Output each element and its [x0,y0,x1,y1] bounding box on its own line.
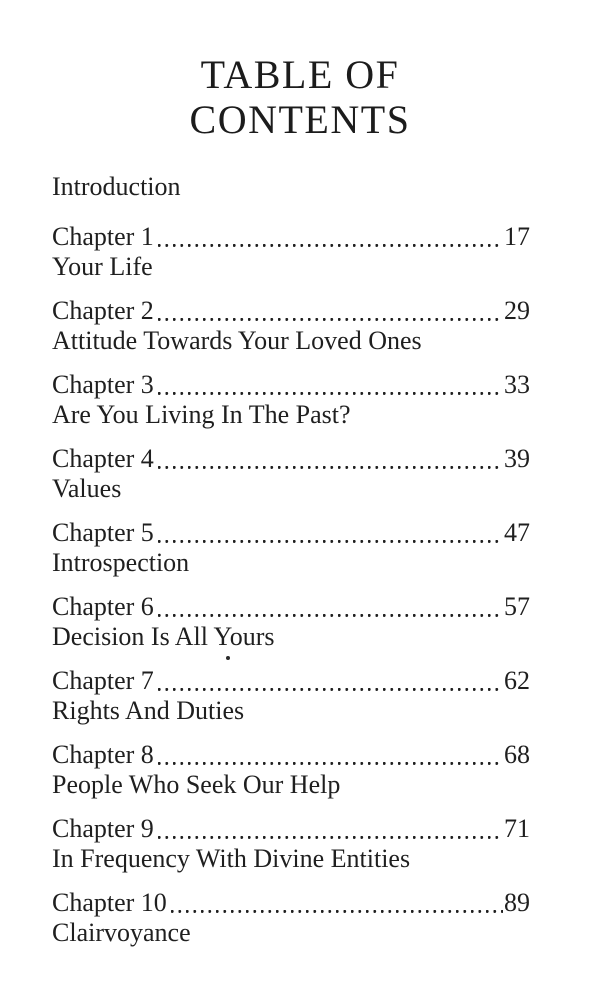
toc-entry-row [52,814,530,844]
chapter-label: Chapter 7 [52,666,154,695]
chapter-page-number: 39 [504,444,530,473]
dot-leader [156,814,503,844]
dot-leader [156,222,503,252]
page-title-line-1: TABLE OF [200,52,400,97]
chapter-subtitle: Attitude Towards Your Loved Ones [52,326,422,355]
chapter-subtitle: People Who Seek Our Help [52,770,341,799]
toc-entry [52,740,530,800]
chapter-page-number: 29 [504,296,530,325]
chapter-subtitle: Introspection [52,548,190,577]
chapter-page-number: 71 [504,814,530,843]
toc-entry-row [52,592,530,622]
chapter-page-number: 17 [504,222,530,251]
toc-entry-list [52,222,530,948]
toc-entry-row [52,296,530,326]
toc-entry-row [52,222,530,252]
toc-entry [52,666,530,726]
toc-entry [52,222,530,282]
chapter-subtitle: In Frequency With Divine Entities [52,844,411,873]
dot-leader [156,740,503,770]
toc-entry-row [52,740,530,770]
chapter-label: Chapter 2 [52,296,154,325]
toc-entry-row [52,888,530,918]
chapter-label: Chapter 3 [52,370,154,399]
toc-entry [52,370,530,430]
toc-entry-row [52,370,530,400]
chapter-page-number: 89 [504,888,530,917]
dot-leader [156,444,503,474]
chapter-label: Chapter 4 [52,444,154,473]
toc-entry-row [52,666,530,696]
chapter-page-number: 57 [504,592,530,621]
chapter-subtitle: Decision Is All Yours [52,622,275,651]
chapter-subtitle: Clairvoyance [52,918,191,947]
chapter-subtitle: Your Life [52,252,153,281]
toc-entry [52,888,530,948]
chapter-label: Chapter 5 [52,518,154,547]
dot-leader [156,296,503,326]
toc-entry-row [52,518,530,548]
toc-introduction-label: Introduction [52,172,181,201]
dot-leader [156,518,503,548]
page-title-line-2: CONTENTS [189,97,411,142]
toc-entry [52,814,530,874]
toc-entry [52,444,530,504]
chapter-page-number: 62 [504,666,530,695]
chapter-label: Chapter 1 [52,222,154,251]
chapter-subtitle: Values [52,474,122,503]
ink-speck-artifact [226,656,230,660]
dot-leader [156,666,503,696]
toc-entry [52,296,530,356]
chapter-page-number: 68 [504,740,530,769]
dot-leader [156,370,503,400]
toc-entry [52,518,530,578]
chapter-label: Chapter 9 [52,814,154,843]
toc-entry [52,592,530,652]
chapter-page-number: 47 [504,518,530,547]
chapter-page-number: 33 [504,370,530,399]
chapter-label: Chapter 10 [52,888,167,917]
page-title [0,0,600,142]
chapter-label: Chapter 8 [52,740,154,769]
chapter-subtitle: Rights And Duties [52,696,245,725]
chapter-label: Chapter 6 [52,592,154,621]
dot-leader [169,888,503,918]
chapter-subtitle: Are You Living In The Past? [52,400,351,429]
table-of-contents [52,172,530,948]
toc-entry-row [52,444,530,474]
dot-leader [156,592,503,622]
